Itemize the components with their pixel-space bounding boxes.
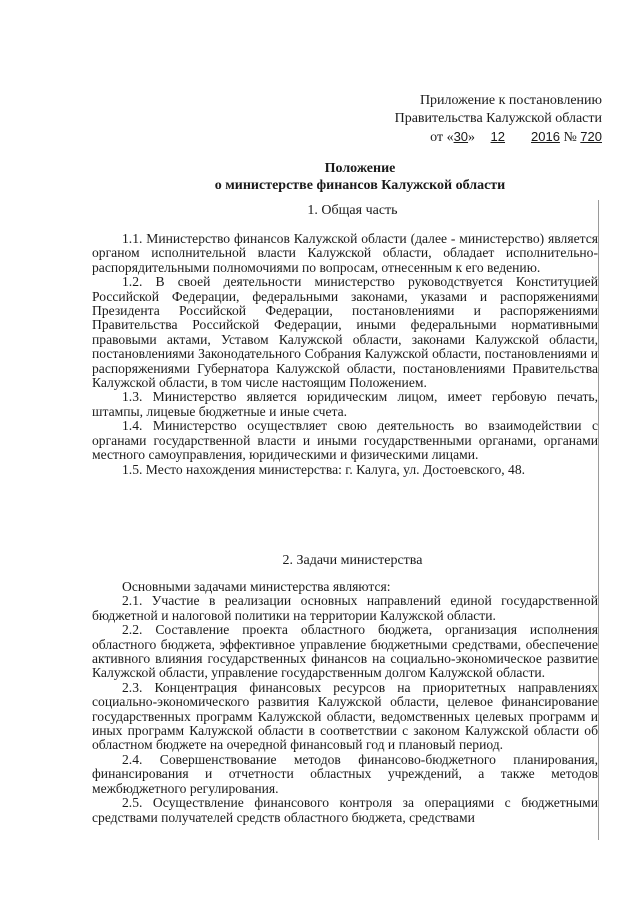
- document-title: [0, 160, 640, 194]
- scan-edge-line: [598, 200, 599, 840]
- date-prefix: от «: [430, 130, 454, 145]
- section-2-heading: 2. Задачи министерства: [282, 553, 423, 568]
- title-line-2: о министерстве финансов Калужской области: [214, 178, 506, 193]
- date-day: 30: [453, 129, 469, 144]
- paragraph-2-2: 2.2. Составление проекта областного бюджета, организация исполнения областного бюджета, эффективное управление бюджетными средствами, обеспечение активного влияния государственных финансов на социально-экономическое развитие Калужской области, управление государственным долгом Калужской области.: [92, 622, 598, 681]
- date-month: 12: [490, 129, 506, 144]
- appendix-header: [395, 92, 602, 147]
- paragraph-1-1: 1.1. Министерство финансов Калужской области (далее - министерство) является органом исполнительной власти Калужской области, обладает исполнительно-распорядительными полномочиями по вопросам, отнесенным к его ведению.: [92, 231, 598, 275]
- paragraph-1-5: 1.5. Место нахождения министерства: г. Калуга, ул. Достоевского, 48.: [122, 461, 526, 477]
- appendix-line-1: Приложение к постановлению: [419, 93, 602, 108]
- section-1-heading: 1. Общая часть: [307, 203, 398, 218]
- paragraph-1-2: 1.2. В своей деятельности министерство руководствуется Конституцией Российской Федерации, федеральными законами, указами и распоряжениями Президента Российской Федерации, постановлениями и распоряжениями Правительства Российской Федерации, иными федеральными нормативными правовыми актами, Уставом Калужской области, законами Калужской области, постановлениями Законодательного Собрания Калужской области, постановлениями и распоряжениями Губернатора Калужской области, постановлениями Правительства Калужской области, в том числе настоящим Положением.: [92, 274, 598, 391]
- date-mid: »: [468, 130, 476, 145]
- paragraph-2-3: 2.3. Концентрация финансовых ресурсов на приоритетных направлениях социально-экономического развития Калужской области, целевое финансирование государственных программ Калужской области, ведомственных целевых программ и иных программ Калужской области в соответствии с законом Калужской области об областном бюджете на очередной финансовый год и плановый период.: [92, 679, 598, 753]
- section-2-intro: Основными задачами министерства являются:: [122, 579, 391, 594]
- paragraph-2-4: 2.4. Совершенствование методов финансово-бюджетного планирования, финансирования и отчетности областных учреждений, а также методов межбюджетного регулирования.: [92, 751, 598, 796]
- section-2-body: [92, 580, 598, 825]
- title-line-1: Положение: [324, 161, 396, 176]
- document-number: 720: [580, 129, 602, 144]
- paragraph-1-4: 1.4. Министерство осуществляет свою деятельность во взаимодействии с органами государственной власти и иными государственными органами, органами местного самоуправления, юридическими и физическими лицами.: [92, 418, 598, 463]
- appendix-line-2: Правительства Калужской области: [394, 111, 602, 126]
- number-sign: №: [563, 130, 577, 145]
- paragraph-1-3: 1.3. Министерство является юридическим лицом, имеет гербовую печать, штампы, лицевые бюджетные и иные счета.: [92, 389, 598, 419]
- appendix-date-line: [395, 128, 602, 147]
- paragraph-2-5: 2.5. Осуществление финансового контроля за операциями с бюджетными средствами получателей средств областного бюджета, средствами: [92, 795, 598, 825]
- section-1-body: [92, 232, 598, 477]
- paragraph-2-1: 2.1. Участие в реализации основных направлений единой государственной бюджетной и налоговой политики на территории Калужской области.: [92, 593, 598, 623]
- date-year: 2016: [531, 129, 560, 144]
